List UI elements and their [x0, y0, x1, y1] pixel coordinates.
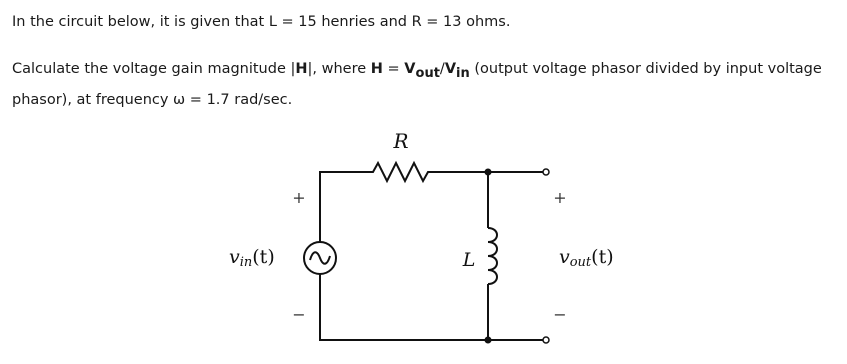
- circuit-wires: [320, 172, 543, 340]
- vin-symbol-main: V: [444, 61, 457, 77]
- resistor-icon: [365, 163, 435, 181]
- division-slash: /: [439, 61, 445, 77]
- vout-label-arg: (t): [591, 246, 614, 268]
- junction-dot-bottom: [485, 337, 492, 344]
- vin-label: [229, 246, 275, 270]
- resistor-label: R: [393, 129, 409, 153]
- gain-symbol: H: [295, 61, 308, 77]
- vin-label-arg: (t): [252, 246, 275, 268]
- vin-plus-sign: +: [292, 188, 306, 207]
- wire-left-top: [320, 172, 365, 242]
- vout-label-sub: out: [569, 255, 592, 270]
- vin-symbol-sub: in: [456, 66, 470, 81]
- vin-minus-sign: −: [292, 305, 306, 324]
- junction-dot-top: [485, 169, 492, 176]
- vout-plus-sign: +: [553, 188, 567, 207]
- problem-line-1-text: In the circuit below, it is given that L = 15 henries and R = 13 ohms.: [12, 14, 511, 30]
- statement-text-3: (output voltage phasor divided by input voltage: [469, 61, 822, 77]
- gain-symbol-2: H: [370, 61, 383, 77]
- wire-bottom: [320, 274, 543, 340]
- output-terminal-bottom: [543, 337, 549, 343]
- vout-label-main: v: [559, 246, 570, 268]
- output-terminal-top: [543, 169, 549, 175]
- ac-source-icon: [304, 242, 336, 274]
- statement-text-2: |, where: [307, 61, 371, 77]
- vout-label: [559, 246, 614, 270]
- vout-symbol-main: V: [404, 61, 416, 77]
- vout-minus-sign: −: [553, 305, 567, 324]
- statement-text-4: phasor), at frequency ω = 1.7 rad/sec.: [12, 92, 293, 108]
- inductor-icon: [488, 228, 497, 284]
- equals-sign: =: [382, 61, 405, 77]
- vout-symbol-sub: out: [415, 66, 440, 81]
- statement-text-1: Calculate the voltage gain magnitude |: [12, 61, 296, 77]
- vin-label-main: v: [229, 246, 240, 268]
- inductor-label: L: [462, 249, 476, 271]
- vin-label-sub: in: [239, 255, 253, 270]
